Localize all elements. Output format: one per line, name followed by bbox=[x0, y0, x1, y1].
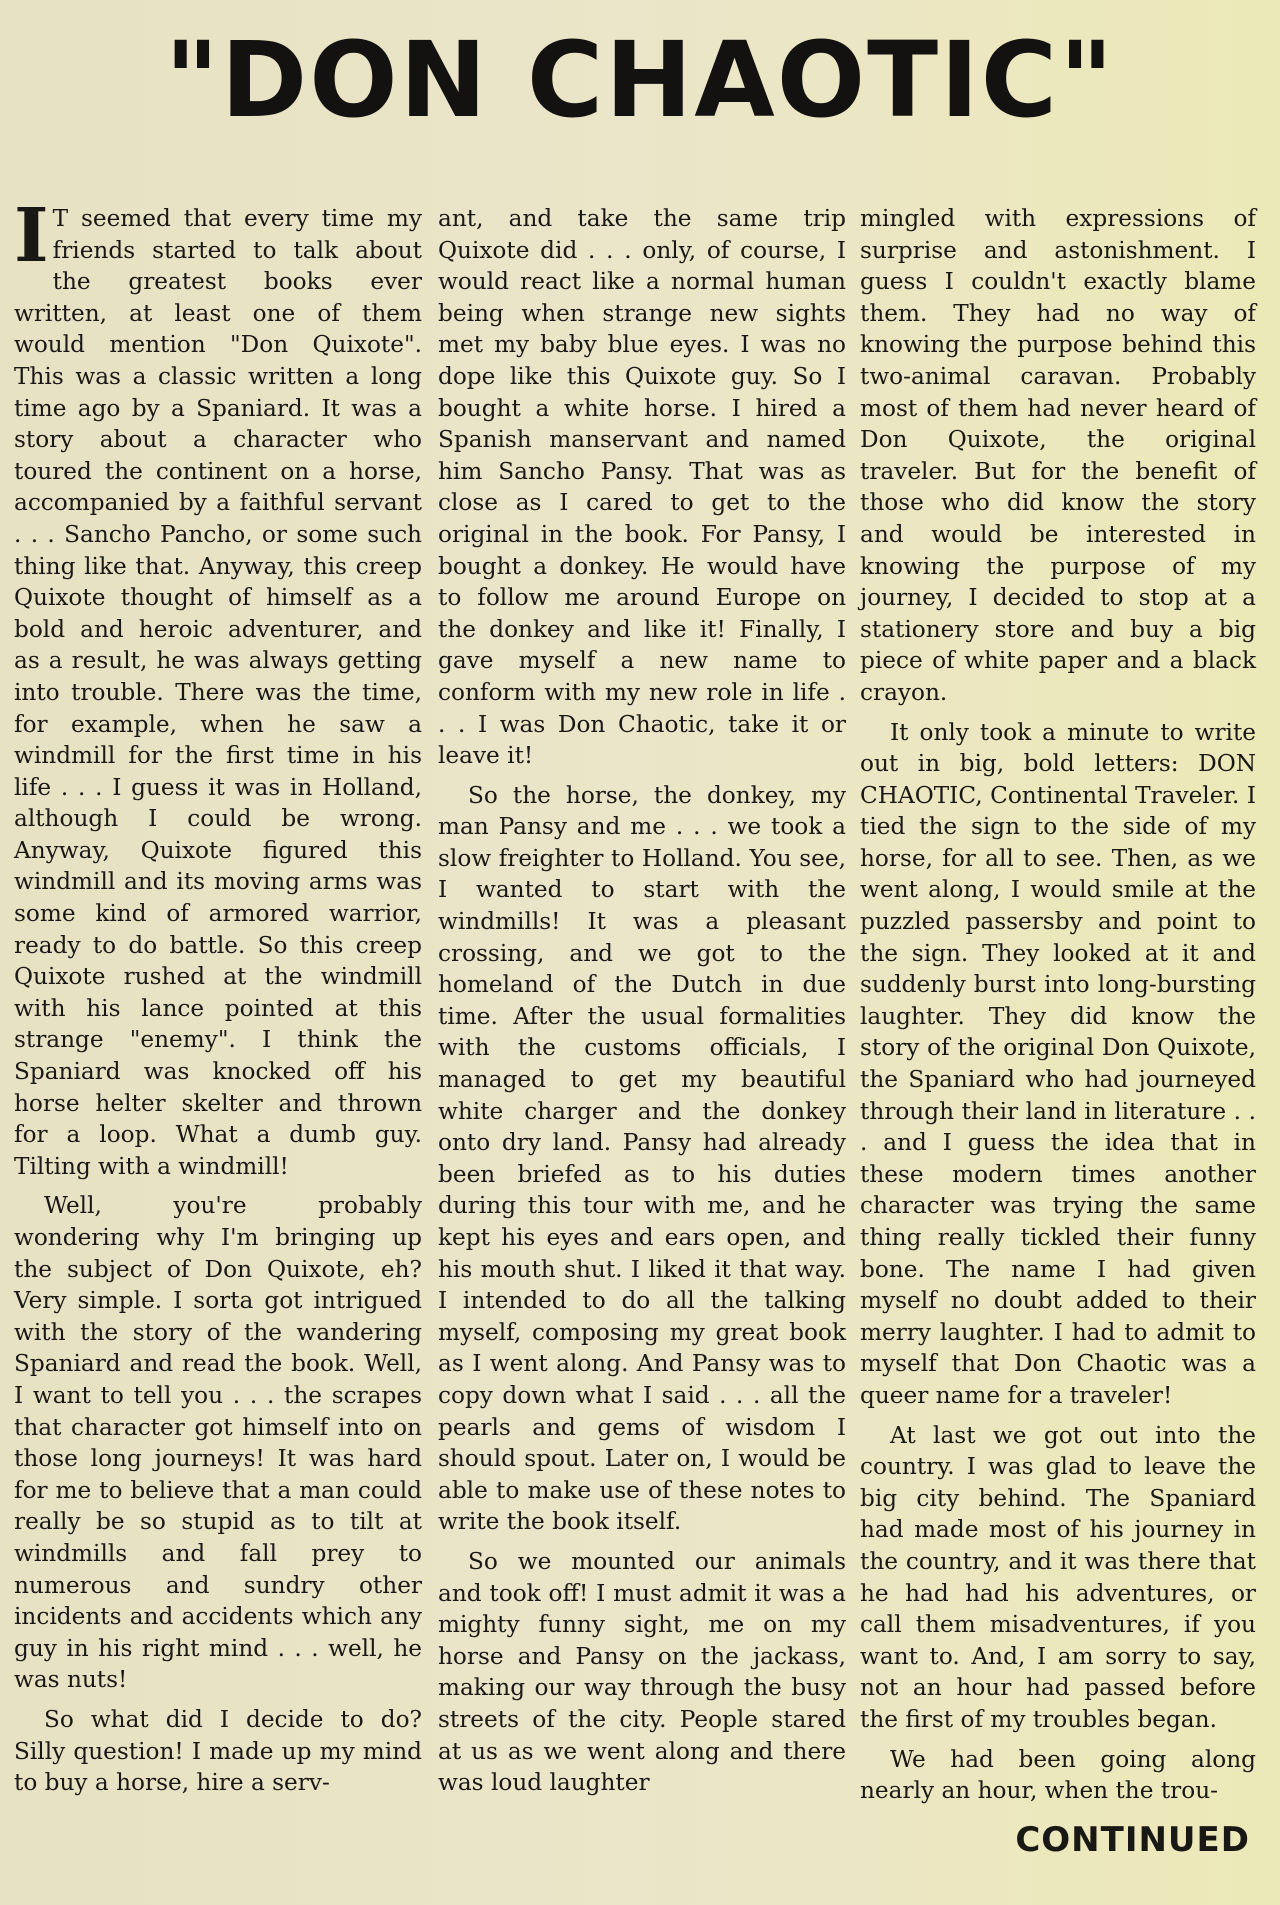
paragraph-8: It only took a minute to write out in big, bold letters: DON CHAOTIC, Continental Traveler. I tied the sign to the side of my horse, for all to see. Then, as we went along, I would smile at the puzzled passersby and point to the sign. They looked at it and suddenly burst into long-bursting laughter. They did know the story of the original Don Quixote, the Spaniard who had journeyed through their land in literature . . . and I guess the idea that in these modern times another character was trying the same thing really tickled their funny bone. The name I had given myself no doubt added to their merry laughter. I had to admit to myself that Don Chaotic was a queer name for a traveler! bbox=[860, 718, 1256, 1409]
paragraph-1-text: T seemed that every time my friends started to talk about the greatest books ever written, at least one of them would mention "Don Quixote". This was a classic written a long time ago by a Spaniard. It was a story about a character who toured the continent on a horse, accompanied by a faithful servant . . . Sancho Pancho, or some such thing like that. Anyway, this creep Quixote thought of himself as a bold and heroic adventurer, and as a result, he was always getting into trouble. There was the time, for example, when he saw a windmill for the first time in his life . . . I guess it was in Holland, although I could be wrong. Anyway, Quixote figured this windmill and its moving arms was some kind of armored warrior, ready to do battle. So this creep Quixote rushed at the windmill with his lance pointed at this strange "enemy". I think the Spaniard was knocked off his horse helter skelter and thrown for a loop. What a dumb guy. Tilting with a windmill! bbox=[14, 205, 422, 1180]
paragraph-2: Well, you're probably wondering why I'm bringing up the subject of Don Quixote, eh? Very simple. I sorta got intrigued with the story of the wandering Spaniard and read the book. Well, I want to tell you . . . the scrapes that character got himself into on those long journeys! It was hard for me to believe that a man could really be so stupid as to tilt at windmills and fall prey to numerous and sundry other incidents and accidents which any guy in his right mind . . . well, he was nuts! bbox=[14, 1192, 422, 1694]
paragraph-5: So the horse, the donkey, my man Pansy and me . . . we took a slow freighter to Holland. You see, I wanted to start with the windmills! It was a pleasant crossing, and we got to the homeland of the Dutch in due time. After the usual formalities with the customs officials, I managed to get my beautiful white charger and the donkey onto dry land. Pansy had already been briefed as to his duties during this tour with me, and he kept his eyes and ears open, and his mouth shut. I liked it that way. I intended to do all the talking myself, composing my great book as I went along. And Pansy was to copy down what I said . . . all the pearls and gems of wisdom I should spout. Later on, I would be able to make use of these notes to write the book itself. bbox=[438, 781, 846, 1536]
paragraph-6: So we mounted our animals and took off! I must admit it was a mighty funny sight, me on my horse and Pansy on the jackass, making our way through the busy streets of the city. People stared at us as we went along and there was loud laughter bbox=[438, 1547, 846, 1797]
text-column-1 bbox=[14, 193, 422, 1799]
paragraph-9: At last we got out into the country. I was glad to leave the big city behind. The Spaniard had made most of his journey in the country, and it was there that he had had his adventures, or call them misadventures, if you want to. And, I am sorry to say, not an hour had passed before the first of my troubles began. bbox=[860, 1421, 1256, 1733]
continued-label: CONTINUED bbox=[1015, 1820, 1250, 1860]
text-column-3 bbox=[860, 203, 1256, 1807]
paragraph-7: mingled with expressions of surprise and astonishment. I guess I couldn't exactly blame them. They had no way of knowing the purpose behind this two-animal caravan. Probably most of them had never heard of Don Quixote, the original traveler. But for the benefit of those who did know the story and would be interested in knowing the purpose of my journey, I decided to stop at a stationery store and buy a big piece of white paper and a black crayon. bbox=[860, 205, 1256, 706]
paragraph-3: So what did I decide to do? Silly question! I made up my mind to buy a horse, hire a serv- bbox=[14, 1705, 422, 1797]
drop-cap: I bbox=[14, 193, 49, 279]
paragraph-1 bbox=[14, 193, 422, 1182]
text-column-2 bbox=[438, 203, 846, 1799]
paragraph-10: We had been going along nearly an hour, when the trou- bbox=[860, 1745, 1256, 1805]
paragraph-4: ant, and take the same trip Quixote did . . . only, of course, I would react like a normal human being when strange new sights met my baby blue eyes. I was no dope like this Quixote guy. So I bought a white horse. I hired a Spanish manservant and named him Sancho Pansy. That was as close as I cared to get to the original in the book. For Pansy, I bought a donkey. He would have to follow me around Europe on the donkey and like it! Finally, I gave myself a new name to conform with my new role in life . . . I was Don Chaotic, take it or leave it! bbox=[438, 205, 846, 770]
story-title: "DON CHAOTIC" bbox=[164, 19, 1116, 141]
